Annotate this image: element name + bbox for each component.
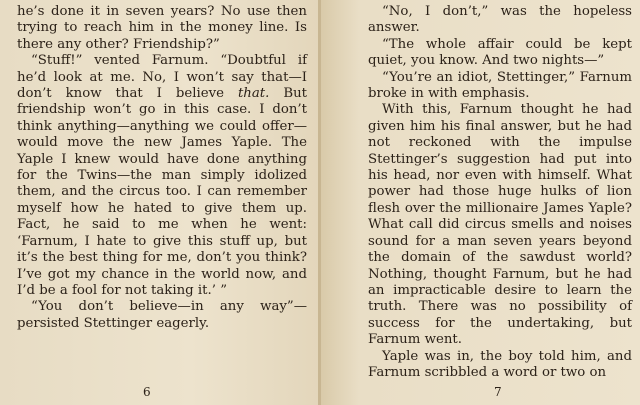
paragraph: he’s done it in seven years? No use then trying to reach him in the money line. Is there any other? Friendship?”: [17, 4, 307, 52]
right-page-text: [368, 4, 632, 381]
paragraph: “The whole affair could be kept quiet, you know. And two nights—”: [368, 36, 632, 69]
paragraph: Yaple was in, the boy told him, and Farnum scribbled a word or two on: [368, 348, 632, 380]
left-page: [0, 0, 319, 405]
paragraph: “Stuff!” vented Farnum. “Doubtful if he’d look at me. No, I won’t say that—I don’t know that I believe that. But friendship won’t go in this case. I don’t think anything—anything we could offer—would move the new James Yaple. The Yaple I knew would have done anything for the Twins—the man simply idolized them, and the circus too. I can remember myself how he hated to give them up. Fact, he said to me when he went: ‘Farnum, I hate to give this stuff up, but it’s the best thing for me, don’t you think? I’ve got my chance in the world now, and I’d be a fool for not taking it.’ ”: [17, 53, 307, 298]
right-page: [321, 0, 640, 405]
paragraph: With this, Farnum thought he had given him his final answer, but he had not reckoned with the impulse Stettinger’s suggestion had put into his head, nor even with himself. What power had those huge hulks of lion flesh over the millionaire James Yaple? What call did circus smells and noises sound for a man seven years beyond the domain of the sawdust world? Nothing, thought Farnum, but he had an impracticable desire to learn the truth. There was no possibility of success for the undertaking, but Farnum went.: [368, 102, 632, 348]
paragraph: “No, I don’t,” was the hopeless answer.: [368, 4, 632, 36]
page-number: 7: [494, 385, 502, 399]
paragraph: “You’re an idiot, Stettinger,” Farnum broke in with emphasis.: [368, 69, 632, 102]
left-page-text: [17, 4, 307, 332]
paragraph: “You don’t believe—in any way”—persisted Stettinger eagerly.: [17, 299, 307, 331]
page-number: 6: [143, 385, 151, 399]
